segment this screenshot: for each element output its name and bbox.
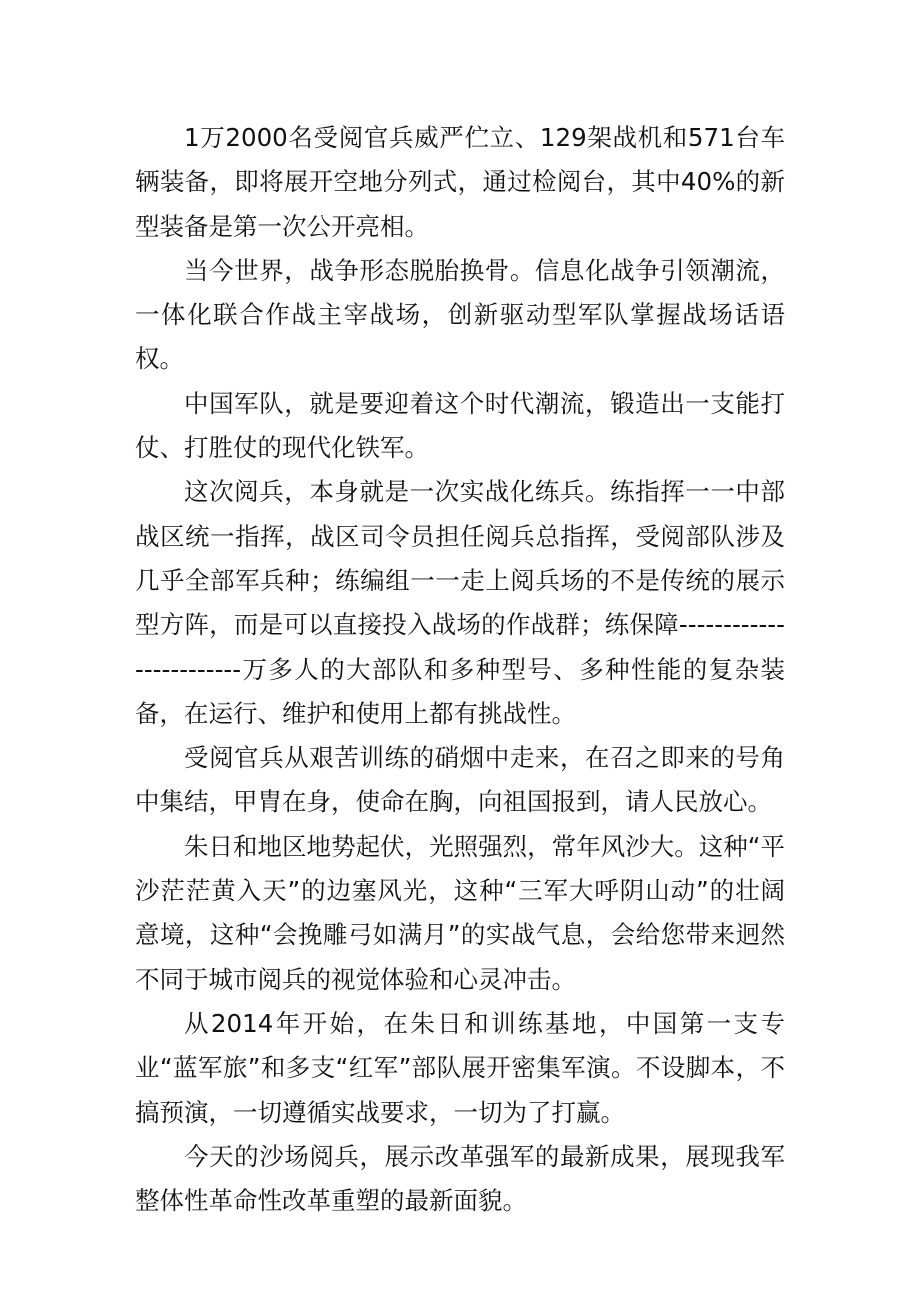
paragraph-5: 受阅官兵从艰苦训练的硝烟中走来，在召之即来的号角中集结，甲胄在身，使命在胸，向祖国报到，请人民放心。	[135, 743, 785, 817]
paragraph-8: 今天的沙场阅兵，展示改革强军的最新成果，展现我军整体性革命性改革重塑的最新面貌。	[135, 1141, 785, 1216]
paragraph-2: 当今世界，战争形态脱胎换骨。信息化战争引领潮流，一体化联合作战主宰战场，创新驱动型军队掌握战场话语权。	[135, 255, 785, 374]
paragraph-3: 中国军队，就是要迎着这个时代潮流，锻造出一支能打仗、打胜仗的现代化铁军。	[135, 388, 785, 463]
paragraph-1: 1万2000名受阅官兵威严伫立、129架战机和571台车辆装备，即将展开空地分列式，通过检阅台，其中40%的新型装备是第一次公开亮相。	[135, 123, 785, 241]
paragraph-4: 这次阅兵，本身就是一次实战化练兵。练指挥一一中部战区统一指挥，战区司令员担任阅兵总指挥，受阅部队涉及几乎全部军兵种；练编组一一走上阅兵场的不是传统的展示型方阵，而是可以直接投入战场的作战群；练保障------------------------万多人的大部队和多种型号、多种性能的复杂装备，在运行、维护和使用上都有挑战性。	[135, 477, 785, 728]
paragraph-6: 朱日和地区地势起伏，光照强烈，常年风沙大。这种“平沙茫茫黄入天”的边塞风光，这种“三军大呼阴山动”的壮阔意境，这种“会挽雕弓如满月”的实战气息，会给您带来迥然不同于城市阅兵的视觉体验和心灵冲击。	[135, 831, 785, 994]
document-body	[135, 116, 785, 1223]
paragraph-7: 从2014年开始，在朱日和训练基地，中国第一支专业“蓝军旅”和多支“红军”部队展开密集军演。不设脚本，不搞预演，一切遵循实战要求，一切为了打赢。	[135, 1008, 785, 1127]
